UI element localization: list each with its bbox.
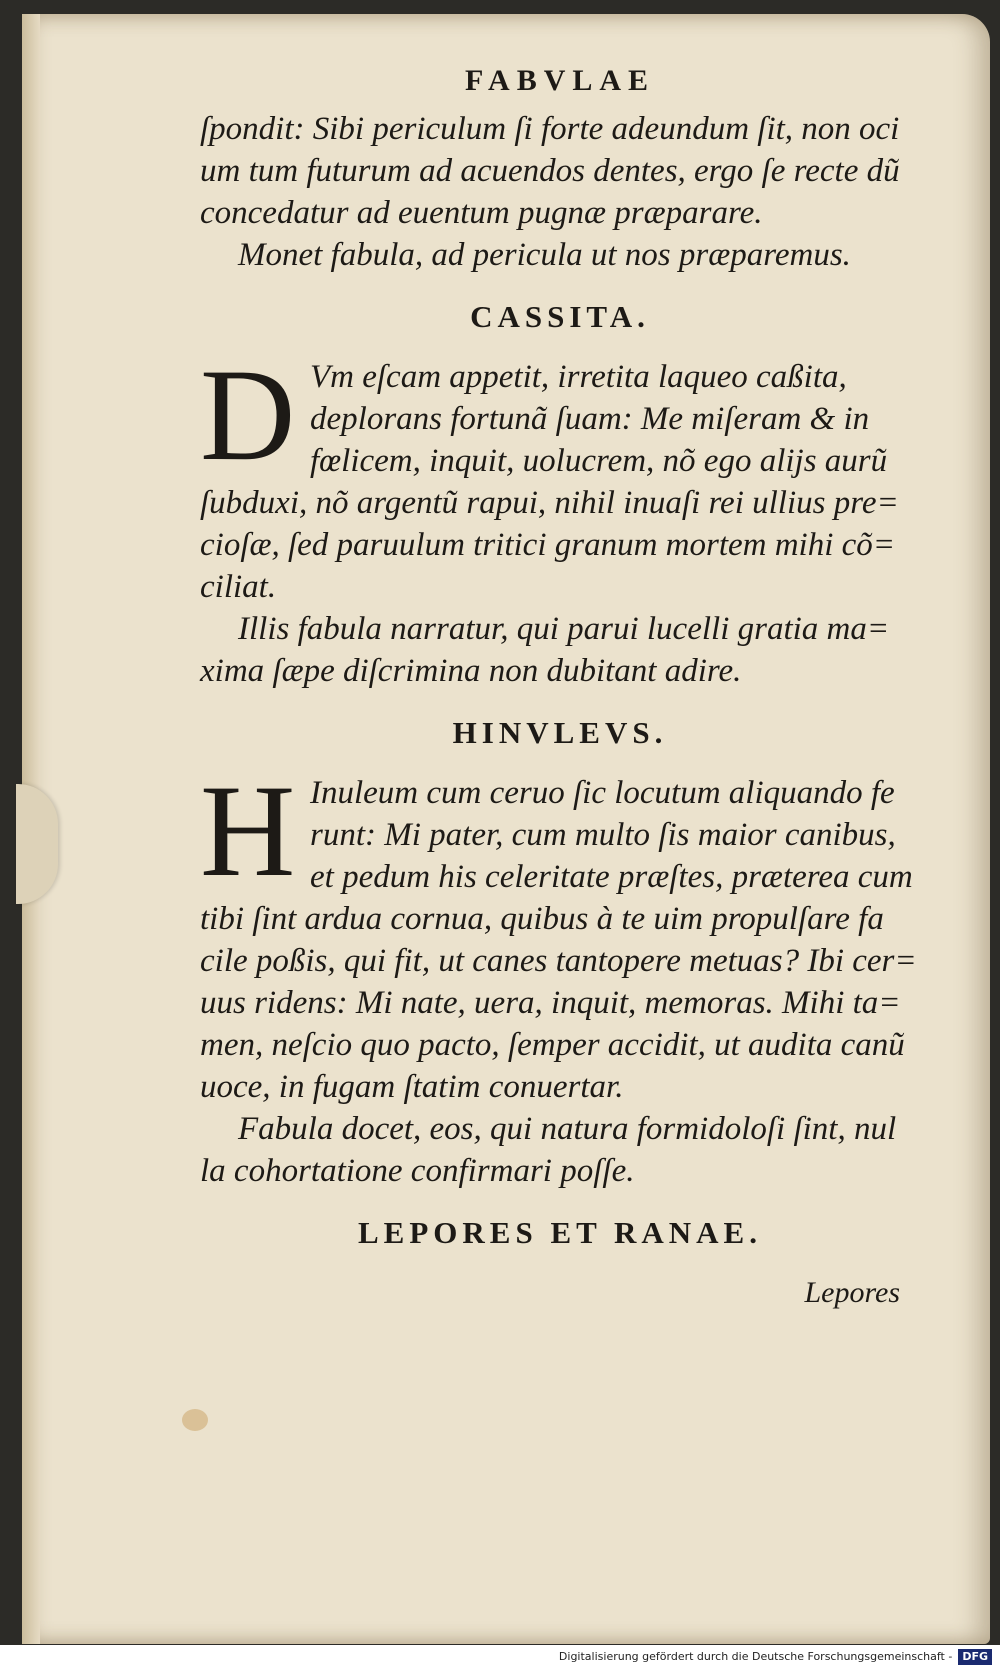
text-line: uoce, in fugam ſtatim conuertar. bbox=[200, 1069, 624, 1105]
text-line: Inuleum cum ceruo ſic locutum aliquando fe bbox=[310, 775, 895, 811]
moral-line: la cohortatione confirmari poſſe. bbox=[200, 1153, 635, 1189]
page-text bbox=[200, 60, 920, 1314]
catchword: Lepores bbox=[804, 1276, 900, 1309]
moral-line: xima ſæpe diſcrimina non dubitant adire. bbox=[200, 653, 742, 689]
fable-title-next: LEPORES ET RANAE. bbox=[358, 1215, 762, 1250]
drop-cap-initial: H bbox=[200, 757, 296, 904]
text-line: ciliat. bbox=[200, 569, 277, 605]
text-line: cioſæ, ſed paruulum tritici granum mortem mihi cõ= bbox=[200, 527, 896, 563]
moral-line: Fabula docet, eos, qui natura formidoloſi ſint, nul bbox=[238, 1111, 897, 1147]
page-tab-marker bbox=[16, 784, 58, 904]
drop-cap-initial: D bbox=[200, 341, 296, 488]
text-line: cile poßis, qui fit, ut canes tantopere metuas? Ibi cer= bbox=[200, 943, 917, 979]
text-line: Vm eſcam appetit, irretita laqueo caßita, bbox=[310, 359, 847, 395]
text-line: fœlicem, inquit, uolucrem, nõ ego alijs aurũ bbox=[310, 443, 888, 479]
fable-hinuleus bbox=[200, 757, 920, 1192]
paper-stain bbox=[182, 1409, 208, 1431]
text-line: uus ridens: Mi nate, uera, inquit, memoras. Mihi ta= bbox=[200, 985, 901, 1021]
text-line: concedatur ad euentum pugnæ præparare. bbox=[200, 195, 763, 231]
text-line: men, neſcio quo pacto, ſemper accidit, ut audita canũ bbox=[200, 1027, 905, 1063]
text-line: deplorans fortunã ſuam: Me miſeram & in bbox=[310, 401, 870, 437]
text-line: et pedum his celeritate præſtes, præterea cum bbox=[310, 859, 913, 895]
text-line: ſpondit: Sibi periculum ſi forte adeundum ſit, non oci bbox=[200, 111, 900, 147]
moral-line: Monet fabula, ad pericula ut nos præparemus. bbox=[238, 237, 851, 273]
text-line: ſubduxi, nõ argentũ rapui, nihil inuaſi rei ullius pre= bbox=[200, 485, 899, 521]
digitization-footer bbox=[0, 1645, 1000, 1669]
dfg-logo: DFG bbox=[958, 1649, 992, 1665]
fable-continuation bbox=[200, 108, 920, 276]
fable-cassita bbox=[200, 341, 920, 692]
running-head: FABVLAE bbox=[464, 64, 656, 97]
text-line: um tum futurum ad acuendos dentes, ergo ſe recte dũ bbox=[200, 153, 900, 189]
fable-title-cassita: CASSITA. bbox=[470, 299, 650, 334]
fable-title-hinuleus: HINVLEVS. bbox=[452, 715, 668, 750]
moral-line: Illis fabula narratur, qui parui lucelli gratia ma= bbox=[238, 611, 890, 647]
text-line: runt: Mi pater, cum multo ſis maior canibus, bbox=[310, 817, 896, 853]
text-line: tibi ſint ardua cornua, quibus à te uim propulſare fa bbox=[200, 901, 884, 937]
footer-credit-text: Digitalisierung gefördert durch die Deutsche Forschungsgemeinschaft - bbox=[558, 1650, 953, 1663]
